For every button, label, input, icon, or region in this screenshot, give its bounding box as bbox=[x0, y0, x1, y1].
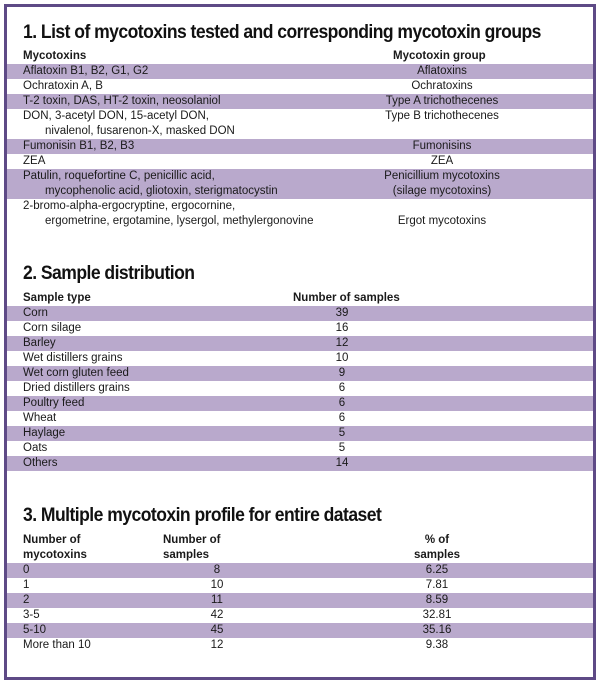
sample-type: Corn bbox=[23, 307, 48, 319]
sample-row bbox=[7, 381, 593, 396]
profile-row bbox=[7, 608, 593, 623]
number-of-samples: 42 bbox=[210, 609, 224, 621]
mycotoxin-group bbox=[367, 154, 517, 169]
sample-count: 9 bbox=[338, 367, 346, 379]
mycotoxin-name-line: ZEA bbox=[23, 155, 46, 167]
sample-row bbox=[7, 441, 593, 456]
sample-count: 6 bbox=[338, 412, 346, 424]
info-panel bbox=[4, 4, 596, 680]
sample-count: 6 bbox=[338, 397, 346, 409]
number-of-samples: 10 bbox=[210, 579, 224, 591]
mycotoxin-row bbox=[7, 64, 593, 79]
sample-count: 5 bbox=[338, 427, 346, 439]
mycotoxin-group-line: Type B trichothecenes bbox=[385, 110, 499, 122]
mycotoxin-group bbox=[367, 94, 517, 109]
mycotoxin-row bbox=[7, 139, 593, 154]
section3-header-row bbox=[7, 533, 593, 563]
sample-type: Others bbox=[23, 457, 58, 469]
mycotoxin-name-line: DON, 3-acetyl DON, 15-acetyl DON, bbox=[23, 110, 209, 122]
number-of-mycotoxins: 2 bbox=[23, 594, 30, 606]
section1-rows bbox=[7, 64, 593, 229]
sample-row bbox=[7, 306, 593, 321]
mycotoxin-group bbox=[367, 64, 517, 79]
number-of-mycotoxins: 1 bbox=[23, 579, 30, 591]
number-of-samples: 12 bbox=[210, 639, 224, 651]
sample-count: 14 bbox=[335, 457, 349, 469]
mycotoxin-group bbox=[367, 79, 517, 94]
sample-count: 10 bbox=[335, 352, 349, 364]
section2-header-row bbox=[7, 291, 593, 306]
percent-of-samples: 35.16 bbox=[422, 624, 452, 636]
mycotoxin-row bbox=[7, 154, 593, 169]
sample-type: Wet distillers grains bbox=[23, 352, 123, 364]
percent-of-samples: 8.59 bbox=[425, 594, 449, 606]
header-text: samples bbox=[413, 549, 461, 561]
number-of-mycotoxins: More than 10 bbox=[23, 639, 91, 651]
mycotoxin-group-line: Fumonisins bbox=[412, 140, 472, 152]
sample-count: 12 bbox=[335, 337, 349, 349]
number-of-samples: 8 bbox=[213, 564, 221, 576]
header-text: Number of bbox=[163, 534, 221, 546]
section2-rows bbox=[7, 306, 593, 471]
sample-row bbox=[7, 336, 593, 351]
mycotoxin-group-line: Ergot mycotoxins bbox=[397, 215, 487, 227]
sample-count: 16 bbox=[335, 322, 349, 334]
mycotoxin-group-line: Type A trichothecenes bbox=[385, 95, 499, 107]
sample-row bbox=[7, 426, 593, 441]
mycotoxin-name-line: Fumonisin B1, B2, B3 bbox=[23, 140, 135, 152]
col-number-of-mycotoxins-header bbox=[23, 533, 87, 563]
percent-of-samples: 6.25 bbox=[425, 564, 449, 576]
col-number-of-samples-header bbox=[163, 533, 221, 563]
col-number-of-samples-header: Number of samples bbox=[293, 292, 400, 304]
profile-row bbox=[7, 578, 593, 593]
mycotoxin-group bbox=[367, 139, 517, 154]
profile-row bbox=[7, 563, 593, 578]
sample-type: Corn silage bbox=[23, 322, 82, 334]
col-percent-samples-header bbox=[407, 533, 467, 563]
number-of-mycotoxins: 5-10 bbox=[23, 624, 47, 636]
section-sample-distribution bbox=[7, 262, 593, 471]
section1-title: 1. List of mycotoxins tested and corresponding mycotoxin groups bbox=[23, 21, 541, 43]
mycotoxin-group-line: ZEA bbox=[430, 155, 454, 167]
section1-header-row bbox=[7, 49, 593, 64]
mycotoxin-row bbox=[7, 199, 593, 229]
sample-type: Dried distillers grains bbox=[23, 382, 130, 394]
sample-row bbox=[7, 456, 593, 471]
number-of-mycotoxins: 3-5 bbox=[23, 609, 40, 621]
mycotoxin-name-line: 2-bromo-alpha-ergocryptine, ergocornine, bbox=[23, 200, 236, 212]
section3-rows bbox=[7, 563, 593, 653]
mycotoxin-group bbox=[367, 214, 517, 229]
number-of-mycotoxins: 0 bbox=[23, 564, 30, 576]
mycotoxin-group-line: Penicillium mycotoxins bbox=[384, 170, 500, 182]
sample-type: Haylage bbox=[23, 427, 66, 439]
section-multiple-mycotoxin-profile bbox=[7, 504, 593, 653]
sample-count: 5 bbox=[338, 442, 346, 454]
sample-row bbox=[7, 396, 593, 411]
profile-row bbox=[7, 638, 593, 653]
mycotoxin-row bbox=[7, 109, 593, 139]
sample-count: 6 bbox=[338, 382, 346, 394]
col-group-header: Mycotoxin group bbox=[393, 50, 486, 62]
sample-type: Wheat bbox=[23, 412, 57, 424]
sample-row bbox=[7, 351, 593, 366]
sample-type: Barley bbox=[23, 337, 56, 349]
mycotoxin-name-line: Aflatoxin B1, B2, G1, G2 bbox=[23, 65, 149, 77]
mycotoxin-name-line: ergometrine, ergotamine, lysergol, methylergonovine bbox=[45, 215, 314, 227]
mycotoxin-name-line: nivalenol, fusarenon-X, masked DON bbox=[45, 125, 235, 137]
mycotoxin-group bbox=[367, 169, 517, 199]
number-of-samples: 45 bbox=[210, 624, 224, 636]
percent-of-samples: 32.81 bbox=[422, 609, 452, 621]
sample-row bbox=[7, 321, 593, 336]
mycotoxin-name-line: T-2 toxin, DAS, HT-2 toxin, neosolaniol bbox=[23, 95, 221, 107]
mycotoxin-row bbox=[7, 79, 593, 94]
section2-title: 2. Sample distribution bbox=[23, 262, 195, 284]
sample-type: Wet corn gluten feed bbox=[23, 367, 129, 379]
percent-of-samples: 9.38 bbox=[425, 639, 449, 651]
profile-row bbox=[7, 623, 593, 638]
header-text: Number of bbox=[23, 534, 81, 546]
mycotoxin-name-line: Ochratoxin A, B bbox=[23, 80, 103, 92]
header-text: mycotoxins bbox=[23, 549, 87, 561]
number-of-samples: 11 bbox=[211, 594, 223, 606]
section-mycotoxin-list bbox=[7, 21, 593, 229]
sample-count: 39 bbox=[335, 307, 349, 319]
sample-row bbox=[7, 411, 593, 426]
profile-row bbox=[7, 593, 593, 608]
mycotoxin-group bbox=[367, 109, 517, 124]
mycotoxin-name-line: mycophenolic acid, gliotoxin, sterigmatocystin bbox=[45, 185, 278, 197]
header-text: samples bbox=[163, 549, 210, 561]
section3-title: 3. Multiple mycotoxin profile for entire dataset bbox=[23, 504, 382, 526]
mycotoxin-name-line: Patulin, roquefortine C, penicillic acid, bbox=[23, 170, 215, 182]
percent-of-samples: 7.81 bbox=[425, 579, 449, 591]
col-sample-type-header: Sample type bbox=[23, 292, 91, 304]
sample-type: Poultry feed bbox=[23, 397, 85, 409]
header-text: % of bbox=[424, 534, 450, 546]
col-mycotoxins-header: Mycotoxins bbox=[23, 50, 87, 62]
mycotoxin-group-line: (silage mycotoxins) bbox=[392, 185, 492, 197]
mycotoxin-row bbox=[7, 169, 593, 199]
mycotoxin-row bbox=[7, 94, 593, 109]
mycotoxin-group-line: Ochratoxins bbox=[411, 80, 473, 92]
mycotoxin-group-line: Aflatoxins bbox=[417, 65, 467, 77]
sample-row bbox=[7, 366, 593, 381]
sample-type: Oats bbox=[23, 442, 48, 454]
